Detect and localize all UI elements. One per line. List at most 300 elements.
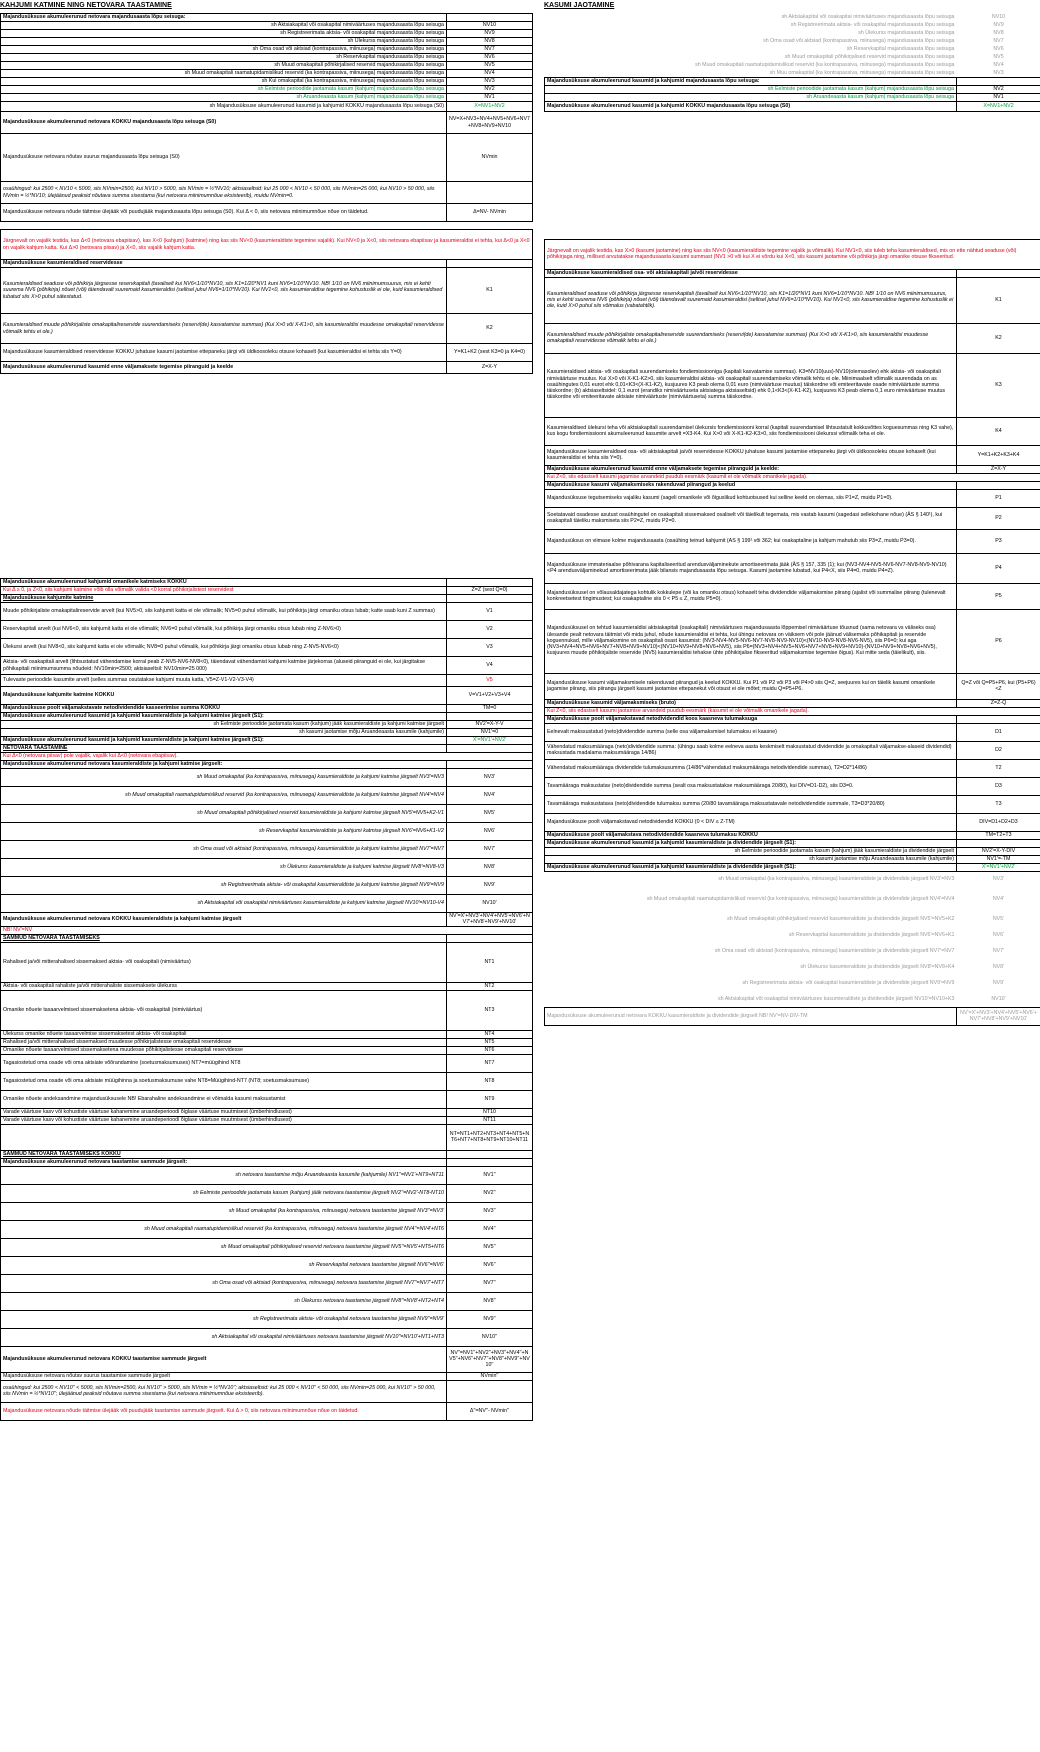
left-code-cell: V1 (447, 603, 533, 621)
right-row (545, 481, 1040, 489)
left-code-cell: NV9' (447, 877, 533, 895)
profit-distribution-table (544, 13, 1040, 1026)
left-label-cell: Tagasiostetud oma osade või oma aktsiate müügihinna ja soetusmaksumuse vahe NT8=Müügihind-NT7 (NT8; soetusmaksumuse) (1, 1072, 447, 1090)
left-label-cell: sh Registreerimata aktsia- või osakapital kasumieraldiste ja kahjumi katmise järgselt NV9'=NV9 (1, 877, 447, 895)
right-row (545, 927, 1040, 943)
left-row (1, 603, 533, 621)
left-row (1, 102, 533, 112)
left-row (1, 745, 533, 753)
left-code-cell: NT4 (447, 1030, 533, 1038)
right-row (545, 975, 1040, 991)
left-label-cell: NETOVARA TAASTAMINE (1, 745, 447, 753)
left-row (1, 675, 533, 687)
left-row (1, 1274, 533, 1292)
left-label-cell: sh Muud omakapitali raamatupidamislikud reservid (ka kontrapassiva, miinusega) majandusaasta lõpu seisuga (1, 70, 447, 78)
left-row (1, 112, 533, 134)
left-code-cell: NV8'' (447, 1292, 533, 1310)
right-label-cell: sh Muud omakapitali põhikirjalised reservid kasumieraldiste ja dividendide järgselt NV5'=NV5+K2 (727, 915, 955, 922)
left-code-cell: Δ=NV- NVmin (447, 204, 533, 222)
right-row (545, 507, 1040, 529)
left-row (1, 134, 533, 182)
right-code-cell: NV6 (993, 45, 1004, 52)
right-label-cell: Majandusüksuse kasumi väljamaksmiseks rakenduvad piirangud ja keelud (545, 481, 957, 489)
right-row (545, 759, 1040, 777)
left-label-cell: Varade väärtuse kasv või kohustiste väärtuse kahanemine aruandeperioodi õiglase väärtuse muutmisest (ümberhindlusest) (1, 1108, 447, 1116)
left-label-cell: Kasumieraldised muude põhikirjaliste omakapitalireservide suurendamiseks (reservi(de) kasvatamise summas) (Kui X>0 või X-K1>0, siis kasumieraldisi muudesse omakapitali reservidesse võimalik tehtu ei ole.) (1, 314, 447, 344)
right-label-cell: sh Registreerimata aktsia- või osakapital kasumieraldiste ja dividendide järgselt NV9'=NV9 (742, 979, 955, 986)
left-row (1, 1372, 533, 1380)
right-code-cell (957, 269, 1040, 277)
left-label-cell: sh Aktsiakapital või osakapital nimiväärtuses majandusaasta lõpu seisuga (1, 22, 447, 30)
left-label-cell (1, 374, 447, 579)
left-row (1, 1238, 533, 1256)
left-code-cell: NV2'=X-Y-V (447, 721, 533, 729)
left-label-cell: Aktsia- või osakapitali arvelt (lihtsustatud vähendamise korral peab Z-NV5-NV6-NV8<0), täiendavat vähendamist kahjumi katmise järjekorras (aluseid piiranguid ei ole, kui järgitakse põhikapitali miinimumsumma nõudeid: NV10min=2500; aktsiaseltsil: NV10min=25 000) (1, 657, 447, 675)
right-code-cell: X'=NV1'+NV2' (957, 863, 1040, 871)
right-label-cell: Vähendatud maksumääraga (neto)dividendide summa: (ühingu saab kolme eelneva aasta keskmiselt maksustatud dividendide ja omakapitali väljamakse-alaseid dividendid) maksustada madalama maksumääraga 14/86) (545, 741, 957, 759)
left-code-cell: K2 (447, 314, 533, 344)
left-code-cell: NV4'' (447, 1220, 533, 1238)
right-row (545, 13, 1040, 21)
right-code-cell: Z=X-Y (957, 465, 1040, 473)
right-code-cell: NV8' (992, 963, 1005, 970)
right-code-cell: NV6' (992, 931, 1005, 938)
left-row (1, 204, 533, 222)
left-code-cell: K1 (447, 268, 533, 314)
right-label-cell: sh Reservkapital kasumieraldiste ja dividendide järgselt NV6'=NV6+K1 (788, 931, 955, 938)
left-row (1, 54, 533, 62)
left-code-cell: NT2 (447, 982, 533, 990)
right-code-cell: NV1'=-TM (957, 855, 1040, 863)
right-row (545, 813, 1040, 831)
left-code-cell: NV6 (447, 54, 533, 62)
right-row (545, 715, 1040, 723)
left-row (1, 30, 533, 38)
right-row (545, 417, 1040, 445)
right-code-cell: K4 (957, 417, 1040, 445)
left-label-cell: Kui Δ<0 (netovara piisav) pole vajalik, vajalik kui Δ<0 (netovara ebapiisav). (1, 753, 533, 761)
left-code-cell: NV1'=0 (447, 729, 533, 737)
right-code-cell: P2 (957, 507, 1040, 529)
left-row (1, 230, 533, 260)
right-row (545, 943, 1040, 959)
left-row (1, 595, 533, 603)
right-row (545, 85, 1040, 93)
left-row (1, 841, 533, 859)
left-row (1, 1220, 533, 1238)
left-label-cell: sh Reservkapital netovara taastamise järgselt NV6''=NV6' (1, 1256, 447, 1274)
left-label-cell: SAMMUD NETOVARA TAASTAMISEKS (1, 934, 447, 942)
left-label-cell: Majandusüksuse akumuleerunud netovara majandusaasta lõpu seisuga: (1, 14, 447, 22)
right-label-cell: Majandusüksuse kasumieraldised osa- või aktsiakapitali ja/või reservidesse KOKKU juhatuse kasumi jaotamise ettepaneku järgi või üldkoosoleku otsuse kohaselt (kui kasumieraldisi ei tehta siis Y=0). (545, 445, 957, 465)
left-code-cell: NV3'' (447, 1202, 533, 1220)
right-code-cell: Y=K1+K2+K3+K4 (957, 445, 1040, 465)
left-row (1, 761, 533, 769)
right-label-cell: Majandusüksuse tegutsemiseks vajaliku kasumi (sageli omanikele või õiguslikud kohtuotsused kui selline keeld on olemas, siis P1=Z, muidu P1=0). (545, 489, 957, 507)
left-row (1, 1090, 533, 1108)
right-label-cell: Majandusüksuse akumuleerunud kasumid enne väljamaksete tegemise piiranguid ja keelde: (545, 465, 957, 473)
left-label-cell: Ülekurss omanike nõuete tasaarvelmise sissemaksetest aktsia- või osakapitali (1, 1030, 447, 1038)
left-code-cell: NV5 (447, 62, 533, 70)
right-code-cell: NV4' (992, 895, 1005, 902)
left-code-cell: NT11 (447, 1116, 533, 1124)
left-row (1, 1184, 533, 1202)
right-label-cell: Majandusüksuse akumuleerunud kasumid ja kahjumid kasumieraldiste ja dividendide järgselt (S1): (545, 839, 957, 847)
right-row (545, 61, 1040, 69)
right-code-cell: NV5 (993, 53, 1004, 60)
left-row (1, 1124, 533, 1150)
left-row (1, 46, 533, 54)
left-row (1, 1310, 533, 1328)
left-code-cell: TM=0 (447, 705, 533, 713)
left-label-cell: Omanike nõuete tasaarvelmised sissemaksetena muudesse põhikirjalistesse omakapitali reservidesse (1, 1046, 447, 1054)
right-code-cell: NV9 (993, 21, 1004, 28)
right-row (545, 887, 1040, 911)
left-label-cell: sh Muud omakapitali põhikirjalised reservid majandusaasta lõpu seisuga (1, 62, 447, 70)
left-code-cell: NV10'' (447, 1328, 533, 1346)
right-code-cell: X=NV1+NV2 (957, 101, 1040, 111)
left-label-cell: sh Muud omakapitali raamatupidamislikud reservid (ka kontrapassiva, miinusega) kasumieraldiste ja kahjumi katmise järgselt NV4'=NV4 (1, 787, 447, 805)
left-code-cell: NT8 (447, 1072, 533, 1090)
right-code-cell: NV8 (993, 29, 1004, 36)
left-row (1, 913, 533, 927)
right-code-cell (957, 111, 1040, 239)
right-label-cell: Kasumieraldised muude põhikirjaliste omakapitalireservide suurendamiseks (reservi(de) kasvatamise summas) (Kui X>0 või X-K1>0, siis kasumieraldisi muudesse omakapitali reservidesse võimalik tehtu ei ole.) (545, 323, 957, 353)
left-label-cell: Majandusüksuse akumuleerunud netovara KOKKU kasumieraldiste ja kahjumi katmise järgselt (1, 913, 447, 927)
left-row (1, 70, 533, 78)
left-code-cell: V3 (447, 639, 533, 657)
right-label-cell: sh Ülekurss majandusaasta lõpu seisuga (858, 29, 955, 36)
left-row (1, 895, 533, 913)
left-code-cell: NV7' (447, 841, 533, 859)
left-label-cell: Rahalised ja/või mitterahalised sissemaksed aktsia- või osakapitali (nimiväärtus) (1, 942, 447, 982)
left-row (1, 314, 533, 344)
right-code-cell: NV2 (957, 85, 1040, 93)
left-row (1, 737, 533, 745)
right-code-cell: NV'=X'+NV3'+NV4'+NV5'+NV6'+NV7'+NV8'+NV9'+NV10' (957, 1007, 1040, 1025)
left-label-cell: Majandusüksuse akumuleerunud netovara taastamise sammude järgselt: (1, 1158, 447, 1166)
left-label-cell: Majandusüksuse akumuleerunud kasumid ja kahjumid kasumieraldiste ja kahjumi katmise järgselt (S1): (1, 713, 447, 721)
left-label-cell: Majandusüksuse akumuleerunud netovara kasumieraldiste ja kahjumi katmise järgselt: (1, 761, 447, 769)
right-code-cell: T3 (957, 795, 1040, 813)
left-code-cell (447, 934, 533, 942)
left-row (1, 787, 533, 805)
left-row (1, 823, 533, 841)
left-row (1, 1150, 533, 1158)
left-row (1, 344, 533, 362)
left-code-cell: NV5' (447, 805, 533, 823)
right-code-cell: D3 (957, 777, 1040, 795)
right-code-cell: NV4 (993, 61, 1004, 68)
right-code-cell: T2 (957, 759, 1040, 777)
left-label-cell: sh Eelmiste perioodide jaotamata kasum (kahjum) jääk netovara taastamise järgselt NV2''=NV2'-NT8-NT10 (1, 1184, 447, 1202)
right-row (545, 45, 1040, 53)
right-code-cell: TM=T2+T3 (957, 831, 1040, 839)
right-row (545, 21, 1040, 29)
left-code-cell: NV3' (447, 769, 533, 787)
right-code-cell: P4 (957, 553, 1040, 583)
right-label-cell: Majandusüksuse kasumi väljamaksmisele rakenduvad piirangud ja keelud KOKKU. Kui P1 või P2 või P3 või P4>0 siis Q=Z, seejuures kui on täielik kasumi omanikele jagamise piirang, siis piirangu järgselt kasumi jaotamise ettepanekut või otsust ei ole mõtet; muidu Q=P5+P6. (545, 673, 957, 699)
left-label-cell (1, 1124, 447, 1150)
right-row (545, 529, 1040, 553)
right-code-cell (957, 481, 1040, 489)
right-row (545, 29, 1040, 37)
left-code-cell: V5 (447, 675, 533, 687)
left-code-cell: Δ''=NV''- NVmin'' (447, 1402, 533, 1420)
right-label-cell: sh Muud omakapital (ka kontrapassiva, miinusega) kasumieraldiste ja dividendide järgselt NV3'=NV3 (718, 876, 955, 883)
right-code-cell: K2 (957, 323, 1040, 353)
left-label-cell: sh Muud omakapital (ka kontrapassiva, miinusega) kasumieraldiste ja kahjumi katmise järgselt NV3'=NV3 (1, 769, 447, 787)
right-row (545, 473, 1040, 481)
right-column (544, 0, 1040, 1026)
left-label-cell: Majandusüksuse netovara nõude täitmise ülejääk või puudujääk taastamise sammude järgselt. Kui Δ > 0, siis netovara miinimumnõue nõue on täidetud. (1, 1402, 447, 1420)
left-label-cell: Varade väärtuse kasv või kohustiste väärtuse kahanemine aruandeperioodi õiglase väärtuse muutmisest (ümberhindlusest) (1, 1116, 447, 1124)
left-label-cell: Majandusüksuse netovara nõutav suurus taastamise sammude järgselt (1, 1372, 447, 1380)
right-label-cell: sh Aruandeaasta kasum (kahjum) majandusaasta lõpu seisuga (545, 93, 957, 101)
left-label-cell: sh Aktsiakapital või osakapital nimiväärtuses kasumieraldiste ja kahjumi katmise järgselt NV10'=NV10-V4 (1, 895, 447, 913)
left-row (1, 1402, 533, 1420)
left-code-cell: NV1 (447, 94, 533, 102)
right-label-cell: Majandusüksuse akumuleerunud kasumid ja kahjumid kasumieraldiste ja dividendide järgselt (S1): (545, 863, 957, 871)
left-label-cell: Tagasiostetud oma osade või oma aktsiate võõrandamine (soetusmaksumuses) NT7=müügihind NT8 (1, 1054, 447, 1072)
left-label-cell: Tulevaste perioodide kasumite arvelt (selles summas osutatakse kahjumi muuta katta, V5=Z-V1-V2-V3-V4) (1, 675, 447, 687)
left-row (1, 14, 533, 22)
left-code-cell: NV10 (447, 22, 533, 30)
left-row (1, 705, 533, 713)
left-row (1, 942, 533, 982)
left-code-cell: NT6 (447, 1046, 533, 1054)
left-label-cell: Majandusüksuse poolt väljamakstavate netodividendide kasseerimise summa KOKKU (1, 705, 447, 713)
left-row (1, 1054, 533, 1072)
right-label-cell: Järgnevalt on vajalik testida, kas X>0 (kasumi jaotamine) ning kas siis NV<0 (kasumieraldiste tegemine vajalik ja võimalik). Kui NV1<0, siis tuleb teha kasumieraldised, mis on ette nähtud seaduse (või) põhikirjaga ning, millised arvutatakse majandusaasta kasumi summast (NV1 >0 või kui X ei võrdu kui X<0, siis kasumi jaotamine või põhikirja järgi omanike otsuse fikseeritud. (545, 239, 1040, 269)
left-row (1, 1346, 533, 1372)
left-row (1, 222, 533, 230)
right-label-cell: Kasumieraldised seaduse või põhikirja järgsesse reservkapitali (tavaliselt kui NV6<1/10*NV10, siis K1=1/20*NV1 kuni NV6=1/10*NV10. NB! 1/10 on NV6 miinimumsuurus, mis ei kehti suurema NV6 (põhikirja) nõuet (või) täiendavalt suuremaid kasumieraldisi (sellisel juhul NV6=1/10*NV10). Kui NV1<0, siis kasumieraldise tegemine kohustuslik ei ole, kuid X>0 puhul siis võimalus (vabatahtlik). (545, 277, 957, 323)
left-row (1, 805, 533, 823)
right-code-cell: D2 (957, 741, 1040, 759)
left-row (1, 182, 533, 204)
right-title: KASUMI JAOTAMINE (544, 2, 615, 9)
left-code-cell (447, 579, 533, 587)
right-label-cell: Tavamääraga maksustatav (neto)dividendide summa (sealt osa maksustatakse maksumääraga 20/80), kui DIV=D1-D2), siis D3=0. (545, 777, 957, 795)
right-row (545, 53, 1040, 61)
left-label-cell: sh Eelmiste perioodide jaotamata kasum (kahjum) majandusaasta lõpu seisuga (1, 86, 447, 94)
right-code-cell: Z=Z-Q (957, 699, 1040, 707)
left-label-cell (1, 222, 447, 230)
left-row (1, 587, 533, 595)
left-row (1, 687, 533, 705)
right-code-cell: NV10' (991, 995, 1006, 1002)
left-label-cell: sh Aktsiakapital või osakapital nimiväärtuses netovara taastamise järgselt NV10''=NV10'+NT1+NT3 (1, 1328, 447, 1346)
left-label-cell: sh Majandusüksuse akumuleerunud kasumid ja kahjumid KOKKU majandusaasta lõpu seisuga (S0) (1, 102, 447, 112)
right-label-cell: sh kasumi jaotamise mõju Aruandeaasta kasumile (kahjumile) (545, 855, 957, 863)
right-code-cell: P5 (957, 583, 1040, 609)
left-code-cell: NT1 (447, 942, 533, 982)
right-row (545, 489, 1040, 507)
left-code-cell (447, 1380, 533, 1402)
left-label-cell: Majandusüksuse kahjumite katmine (1, 595, 447, 603)
left-row (1, 1158, 533, 1166)
right-code-cell: NV7 (993, 37, 1004, 44)
left-label-cell: Aktsia- või osakapitali rahaliste ja/või mitterahaliste sissemaksete ülekurss (1, 982, 447, 990)
right-row (545, 777, 1040, 795)
left-code-cell: NT=NT1+NT2+NT3+NT4+NT5+NT6+NT7+NT8+NT9+NT10+NT11 (447, 1124, 533, 1150)
left-column (0, 0, 532, 1421)
right-label-cell: Majandusüksusel on võlausaldajatega kohtulik kokkulepe (või ka omaniku otsus) kohaselt teha dividendide väljamaksmise piirang (ajalist või summalise piirang (tulenevalt konkreetsetest tingimustest; kui osakaptaline siis 0 < P5 ≤ Z, muidu P5=0). (545, 583, 957, 609)
left-label-cell: osaühingud: kui 2500 < NV10 < 5000, siis NVmin=2500, kui NV10 > 5000, siis NVmin = ½*NV10; aktsiaseltsid: kui 25 000 < NV10 < 50 000, siis NVmin=25 000, kui NV10 > 50 000, siis NVmin = ½*NV10; ülejäänud peaksid nõutava summa sisestama (kui netovara miinimumnõue eksisteerib), muidu NVmin=0. (1, 182, 447, 204)
left-code-cell (447, 713, 533, 721)
left-code-cell: NT5 (447, 1038, 533, 1046)
right-code-cell (957, 839, 1040, 847)
left-code-cell: NT7 (447, 1054, 533, 1072)
left-row (1, 1256, 533, 1274)
left-row (1, 982, 533, 990)
right-label-cell: sh Oma osad või aktsiad (kontrapassiva, miinusega) kasumieraldiste ja dividendide järgselt NV7'=NV7 (714, 947, 955, 954)
left-code-cell: V2 (447, 621, 533, 639)
left-label-cell: sh Ülekurss kasumieraldiste ja kahjumi katmise järgselt NV8'=NV8-V3 (1, 859, 447, 877)
right-label-cell: sh Aktsiakapital või osakapital nimiväärtuses majandusaasta lõpu seisuga (781, 13, 955, 20)
left-label-cell: sh Oma osad või aktsiad (kontrapassiva, miinusega) netovara taastamise järgselt NV7''=NV7'+NT7 (1, 1274, 447, 1292)
left-label-cell: Kasumieraldised seaduse või põhikirja järgsesse reservkapitali (tavaliselt kui NV6<1/10*NV10, siis K1=1/20*NV1 kuni NV6=1/10*NV10. NB! 1/10 on NV6 miinimumsuurus, mis ei kehti suurema NV6 (põhikirja) nõuet (või) täiendavalt suuremaid kasumieraldisi (sellisel juhul NV6=1/10*NV10). Kui NV1<0, siis kasumieraldise tegemine kohustuslik ei ole, kuid kasumieraldised lubatud siis X>0 puhul sätestatud. (1, 268, 447, 314)
right-code-cell: NV5' (992, 915, 1005, 922)
left-label-cell: Majandusüksuse akumuleerunud netovara KOKKU majandusaasta lõpu seisuga (S0) (1, 112, 447, 134)
right-row (545, 609, 1040, 673)
right-row (545, 101, 1040, 111)
right-row (545, 445, 1040, 465)
left-row (1, 729, 533, 737)
right-row (545, 583, 1040, 609)
left-row (1, 926, 533, 934)
right-label-cell: sh Muud omakapitali põhikirjalised reservid majandusaasta lõpu seisuga (784, 53, 955, 60)
left-code-cell: NV'=X'+NV3'+NV4'+NV5'+NV6'+NV7'+NV8'+NV9'+NV10' (447, 913, 533, 927)
left-label-cell: sh Registreerimata aktsia- või osakapital majandusaasta lõpu seisuga (1, 30, 447, 38)
left-row (1, 362, 533, 374)
right-row (545, 77, 1040, 85)
left-label-cell: sh Reservkapital kasumieraldiste ja kahjumi katmise järgselt NV6'=NV6+K1-V2 (1, 823, 447, 841)
left-code-cell: NV2'' (447, 1184, 533, 1202)
right-label-cell: Vähendatud maksumääraga dividendide tulumaksusumma (14/86*vähendatud maksumääraga netodividendide summas), T2=D2*14/86) (545, 759, 957, 777)
right-row (545, 93, 1040, 101)
left-label-cell: Rahalised ja/või mitterahalised sissemaksed muudesse põhikirjalistesse omakapitali reservidesse (1, 1038, 447, 1046)
left-label-cell: Majandusüksuse netovara nõutav suurus majandusaasta lõpu seisuga (S0) (1, 134, 447, 182)
left-row (1, 1030, 533, 1038)
left-row (1, 990, 533, 1030)
right-row (545, 855, 1040, 863)
right-label-cell: Majandusüksusel on tehtud kasumieraldisi aktsiakapitali (osakapitali) nimiväärtuses majandusaasta lõppemisel nimiväärtuse tõusnud (sama netovara vs väliseks osa) ülesande pealt netovara täitmist või mida juhul, nõude kasumieraldisi ei tehta, kui ühingu netovara on väiksem või pole jäänud välisemaks põhikapitali ja reservide koguennukad, mille väljamaksmine on osakapitali osast kasumist: (NV3-NV4-NV5-NV6-NV7-NV8-NV9-NV10)<(NV10-NV9-NV8-NV6-NV5), siis P6=0; kui aga (NV3+NV4+NV5+NV6+NV7+NV8+NV9+NV10)<(NV10+NV9+NV8+NV6+NV5), siis P6=(NV3+NV4+NV5+NV6+NV7+NV8+NV9+NV10)-(NV10+NV9+NV8+NV6+NV5), kusjuures muude põhikirjaliste reservide (NV5) kasumieraldisi tehakse ühte põhikirjalise fikseeritud väljamaksmise tegemise õigus). Kui mitte seda (täielikult), siis. (545, 609, 957, 673)
right-row (545, 707, 1040, 715)
left-row (1, 639, 533, 657)
right-label-cell: Majandusüksuse immateriaalse põhivarana kapitaliseeritud arendusväljaminekute amortiseerimata jääk (ÄS § 157, 335 (1); kui (NV3-NV4-NV5-NV6-NV7-NV8-NV9-NV10)<P4 arendusväljaminekud amortiseerimata jääk bilansis majandusaasta lõpu seisuga. Kasumi jaotamine lubatud, kui P4<X, siis P4=0, muidu P4=Z). (545, 553, 957, 583)
left-label-cell: Järgnevalt on vajalik testida, kas Δ<0 (netovara ebapiisav), kas X<0 (kahjum) (katmine) ning kas siis NV<0 (kasumieraldiste tegemine vajalik). Kui NV<0 ja X<0, siis netovara ebapiisav ja kasumieraldisi ei tehta, kui Δ<0 ja X<0 on vajalik kahjum katta. Kui Δ>0 (netovara piisav) ja X<0, siis vajalik kahjum katta. (1, 230, 533, 260)
left-label-cell: sh Oma osad või aktsiad (kontrapassiva, miinusega) kasumieraldiste ja kahjumi katmise järgselt NV7'=NV7 (1, 841, 447, 859)
left-code-cell: NV6'' (447, 1256, 533, 1274)
left-code-cell: NT10 (447, 1108, 533, 1116)
right-row (545, 959, 1040, 975)
left-code-cell: NV4' (447, 787, 533, 805)
left-row (1, 753, 533, 761)
left-row (1, 268, 533, 314)
left-row (1, 621, 533, 639)
left-label-cell: Omanike nõuete tasaarvelmised sissemaksetena aktsia- või osakapitali (nimiväärtus) (1, 990, 447, 1030)
left-label-cell: sh netovara taastamise mõju Aruandeaasta kasumile (kahjumile) NV1''=NV1'+NT9+NT11 (1, 1166, 447, 1184)
left-row (1, 62, 533, 70)
right-row (545, 277, 1040, 323)
left-label-cell: Reservkapitali arvelt (kui NV6<0, siis kahjumit katta ei ole võimalik; NV6=0 puhul võimalik, kui põhikirja järgi omaniku otsus lubab ning Z-NV6>0) (1, 621, 447, 639)
left-row (1, 1328, 533, 1346)
left-row (1, 94, 533, 102)
right-code-cell: NV2'=X-Y-DIV (957, 847, 1040, 855)
right-label-cell: Kui Z<0, siis edasiselt kasumi jaotamise arvandeid puudub eesmärk (kasumit ei ole võimalik omanikele jagada). (545, 707, 1040, 715)
left-code-cell: Z=Z (sest Q=0) (447, 587, 533, 595)
left-row (1, 1202, 533, 1220)
left-row (1, 1116, 533, 1124)
left-code-cell (447, 14, 533, 22)
left-row (1, 721, 533, 729)
left-code-cell (447, 1150, 533, 1158)
right-row (545, 69, 1040, 77)
left-row (1, 713, 533, 721)
right-row (545, 1007, 1040, 1025)
left-code-cell (447, 374, 533, 579)
right-label-cell: Tavamääraga maksustatava (neto)dividendide tulumaksu summa (20/80 tavamääraga maksustatavale netodividendide summale, T3=D3*20/80) (545, 795, 957, 813)
right-label-cell: Eelnevalt makssustatud (neto)dividendide summa (selle osa väljamaksmisel tulumaksu ei kaasne) (545, 723, 957, 741)
right-code-cell: NV3' (992, 876, 1005, 883)
left-label-cell: Ülekursi arvelt (kui NV8<0, siis kahjumit katta ei ole võimalik; NV8=0 puhul võimalik, kui põhikirja järgi omaniku otsus lubab ning Z-NV5-NV6<0) (1, 639, 447, 657)
left-label-cell: Majandusüksuse akumuleerunud kasumid ja kahjumid kasumieraldiste ja kahjumi katmise järgselt (S1): (1, 737, 447, 745)
right-row (545, 741, 1040, 759)
right-code-cell: NV3 (993, 69, 1004, 76)
left-label-cell: sh kasumi jaotamise mõju Aruandeaasta kasumile (kahjumile) (1, 729, 447, 737)
left-code-cell: Y=K1+K2 (sest K3=0 ja K4=0) (447, 344, 533, 362)
left-code-cell (447, 260, 533, 268)
left-label-cell: sh Registreerimata aktsia- või osakapital netovara taastamise järgselt NV9''=NV9' (1, 1310, 447, 1328)
left-label-cell: sh Muud omakapitali raamatupidamislikud reservid (ka kontrapassiva, miinusega) netovara taastamise järgselt NV4''=NV4'+NT6 (1, 1220, 447, 1238)
left-label-cell: sh Oma osad või aktsiad (kontrapassiva, miinusega) majandusaasta lõpu seisuga (1, 46, 447, 54)
right-label-cell: sh Registreerimata aktsia- või osakapital majandusaasta lõpu seisuga (790, 21, 955, 28)
left-label-cell: NB! NV'=NV (1, 926, 533, 934)
right-code-cell: K3 (957, 353, 1040, 417)
right-code-cell: P6 (957, 609, 1040, 673)
left-label-cell: Majandusüksuse kahjumite katmine KOKKU (1, 687, 447, 705)
left-code-cell: NV7'' (447, 1274, 533, 1292)
right-label-cell: sh Muud omakapitali raamatupidamislikud reservid (ka kontrapassiva, miinusega) kasumieraldiste ja dividendide järgselt NV4'=NV4 (646, 895, 955, 902)
left-code-cell (447, 745, 533, 753)
right-label-cell (545, 111, 957, 239)
left-code-cell: NVmin (447, 134, 533, 182)
right-row (545, 239, 1040, 269)
left-row (1, 657, 533, 675)
right-row (545, 353, 1040, 417)
left-code-cell: NV9 (447, 30, 533, 38)
left-row (1, 86, 533, 94)
left-code-cell: NV4 (447, 70, 533, 78)
left-label-cell: Majandusüksuse kasumieraldised reservidesse KOKKU juhatuse kasumi jaotamise ettepaneku järgi või üldkoosoleku otsuse kohaselt (kui kasumieraldisi ei tehta siis Y=0) (1, 344, 447, 362)
left-label-cell: Majandusüksuse kasumieraldised reservidesse (1, 260, 447, 268)
right-row (545, 911, 1040, 927)
right-code-cell: NV10 (991, 13, 1006, 20)
left-row (1, 1380, 533, 1402)
right-label-cell: sh Eelmiste perioodide jaotamata kasum (kahjum) majandusaasta lõpu seisuga (545, 85, 957, 93)
right-row (545, 111, 1040, 239)
right-row (545, 673, 1040, 699)
left-row (1, 1072, 533, 1090)
right-label-cell: Soetatavaid osadesse asutust osaühingutel on osakapitali sissemaksed osaliselt või täielikult tegemata, mis vastab kasumi (sagedasi sellekohane nõue) (ÄS § 140¹), kui osakapitali täieliku maksmiseta siis P2=Z, muidu P2=0. (545, 507, 957, 529)
right-label-cell: sh Eelmiste perioodide jaotamata kasum (kahjum) jääk kasumieraldiste ja dividendide järgselt (545, 847, 957, 855)
left-row (1, 38, 533, 46)
right-label-cell: Majandusüksuse poolt väljamakstavad netodividendid KOKKU (0 < DIV ≤ Z-TM) (545, 813, 957, 831)
right-code-cell: NV1 (957, 93, 1040, 101)
left-label-cell: Muude põhikirjaliste omakapitalireservide arvelt (kui NV5>0, siis kahjumit katta ei ole võimalik; NV5=0 puhul võimalik, kui põhikirja järgi omaniku otsus lubab; katte saab kuni Z summas) (1, 603, 447, 621)
